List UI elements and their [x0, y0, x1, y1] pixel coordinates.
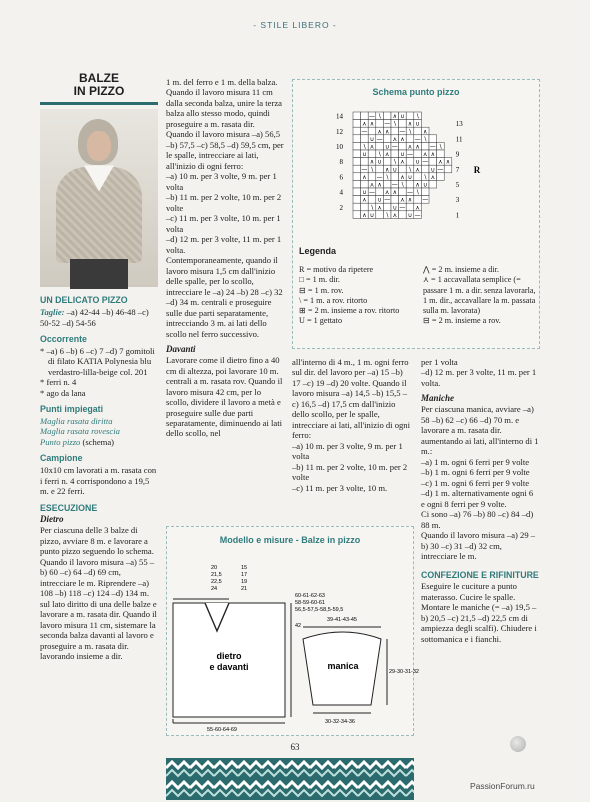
- chart-symbol: ∖: [385, 173, 390, 181]
- occorrente-item: ferri n. 4: [46, 377, 77, 388]
- chart-cell: [421, 142, 429, 150]
- measure: 17: [241, 572, 248, 578]
- chart-cell: [399, 142, 407, 150]
- measure: 20: [211, 565, 218, 571]
- chart-cell: [406, 180, 414, 188]
- list-item: –a) 10 m. per 3 volte, 9 m. per 1 volta: [292, 440, 403, 462]
- row-number: 2: [339, 203, 343, 212]
- list-item: –d) 1 m. alternativamente ogni 6 e ogni 8 ferri per 9 volte.: [421, 488, 534, 509]
- body-label-1: dietro: [216, 651, 242, 661]
- punti-label: Punti impiegati: [40, 404, 104, 415]
- chart-cell: [353, 142, 361, 150]
- model-photo: [40, 109, 158, 287]
- chart-symbol: ∖: [392, 158, 397, 166]
- legend-item: ⊟ = 1 m. rov.: [299, 285, 344, 295]
- chart-symbol: ⋏: [384, 151, 390, 159]
- chart-symbol: ∪: [422, 181, 428, 189]
- chart-cell: [353, 180, 361, 188]
- occorrente-label: Occorrente: [40, 334, 87, 345]
- title-line-1: BALZE: [79, 71, 119, 85]
- column-4: [421, 357, 539, 644]
- chart-cell: [361, 203, 369, 211]
- chart-cell: [353, 158, 361, 166]
- list-item: –c) 1 m. ogni 6 ferri per 9 volte: [421, 477, 530, 488]
- occorrente-item: ago da lana: [46, 387, 86, 398]
- chart-symbol: ⋏: [369, 143, 375, 151]
- chart-symbol: ∖: [423, 173, 428, 181]
- chart-symbol: ∪: [369, 135, 375, 143]
- legend-item: □ = 1 m. dir.: [299, 275, 340, 285]
- row-number: 6: [339, 173, 343, 182]
- watermark: PassionForum.ru: [470, 781, 535, 791]
- chart-cell: [353, 127, 361, 135]
- chart-symbol: ∧: [369, 158, 375, 166]
- list-item: –a) 10 m. per 3 volte, 9 m. per 1 volta: [166, 171, 277, 192]
- measure: 29-30-31-32: [389, 669, 419, 675]
- row-number: 9: [455, 150, 460, 159]
- chart-cell: [353, 135, 361, 143]
- body-text: –d) 12 m. per 3 volte, 11 m. per 1 volta.: [421, 367, 537, 388]
- row-number: 5: [455, 181, 460, 189]
- chart-cell: [376, 120, 384, 128]
- chart-symbol: ∧: [400, 135, 405, 143]
- punto-item: Maglia rasata rovescia: [40, 426, 120, 437]
- chart-cell: [406, 135, 414, 143]
- chart-symbol: ∪: [384, 143, 390, 151]
- chart-symbol: ∪: [400, 113, 405, 121]
- chart-symbol: ∖: [408, 128, 412, 136]
- list-item: * ferri n. 4: [40, 377, 77, 388]
- list-item: –a) 1 m. ogni 6 ferri per 9 volte: [421, 456, 530, 467]
- chart-symbol: ⋏: [377, 204, 382, 212]
- chart-cell: [353, 165, 361, 173]
- chart-symbol: —: [407, 189, 413, 197]
- chart-symbol: ∖: [400, 181, 405, 189]
- chart-cell: [437, 150, 445, 158]
- list-item: –b) 11 m. per 2 volte, 10 m. per 2 volte: [292, 461, 408, 483]
- chart-cell: [406, 112, 414, 120]
- chart-cell: [421, 188, 429, 196]
- chart-cell: [383, 203, 391, 211]
- chart-cell: [361, 158, 369, 166]
- punto-note: (schema): [80, 436, 115, 447]
- chart-cell: [391, 196, 399, 204]
- campione-text: 10x10 cm lavorati a m. rasata con i ferri n. 4 corrispondono a 19,5 m. e 22 ferri.: [40, 465, 157, 497]
- row-number: 1: [455, 211, 460, 220]
- chart-symbol: ⋏: [392, 135, 398, 143]
- punto-item-schema: [40, 437, 158, 447]
- chart-cell: [444, 165, 452, 173]
- row-number: 3: [455, 196, 460, 205]
- chart-symbol: —: [369, 189, 375, 197]
- chart-cell: [353, 203, 361, 211]
- chart-symbol: ⋏: [415, 204, 420, 212]
- chart-symbol: —: [376, 173, 383, 181]
- measure: 15: [241, 565, 248, 571]
- chart-cell: [399, 211, 407, 219]
- row-number: 10: [336, 143, 343, 151]
- list-item: –b) 1 m. ogni 6 ferri per 9 volte: [421, 467, 530, 478]
- punto-item: Maglia rasata diritta: [40, 415, 113, 426]
- list-item: –b) 11 m. per 2 volte, 10 m. per 2 volte: [166, 192, 282, 213]
- chart-symbol: ∖: [415, 113, 420, 121]
- chart-symbol: —: [391, 181, 398, 189]
- chart-symbol: —: [384, 120, 391, 128]
- body-text: Lavorare come il dietro fino a 40 cm di altezza, poi lavorare 10 m. centrali a m. rasata rov. Quando il lavoro misura 42 cm, per lo scollo, dividere il lavoro a metà e proseguire sulle due parti separatamente, diminuendo ai lati dello scollo, nel: [166, 355, 283, 439]
- chart-symbol: —: [369, 113, 375, 121]
- chart-symbol: —: [414, 135, 421, 143]
- list-item: * ago da lana: [40, 387, 86, 398]
- chart-cell: [368, 196, 376, 204]
- row-number: 12: [336, 127, 343, 136]
- body-text: Quando il lavoro misura –a) 56,5 –b) 57,5 –c) 58,5 –d) 59,5 cm, per le spalle, intrecciare ai lati, all'inizio di ogni ferro:: [166, 129, 284, 171]
- measure: 30-32-34-36: [325, 719, 355, 725]
- chart-symbol: ∪: [377, 196, 382, 204]
- chart-symbol: ⋏: [407, 143, 413, 151]
- chart-symbol: ∪: [415, 158, 420, 166]
- chart-symbol: —: [361, 128, 368, 136]
- chart-symbol: ∪: [430, 166, 436, 174]
- chart-symbol: ∪: [392, 166, 398, 174]
- chart-cell: [353, 120, 361, 128]
- chart-symbol: ⋏: [384, 189, 390, 197]
- chart-symbol: ∖: [438, 143, 443, 151]
- davanti-label: Davanti: [166, 344, 196, 355]
- legend-item: \ = 1 m. a rov. ritorto: [299, 295, 368, 305]
- chart-symbol: ∧: [369, 120, 375, 128]
- repeat-label: R: [473, 164, 481, 175]
- chart-symbol: ∖: [370, 166, 374, 174]
- chart-symbol: ⋏: [362, 120, 367, 128]
- chart-cell: [391, 150, 399, 158]
- chart-symbol: —: [361, 166, 368, 174]
- maniche-label: Maniche: [421, 393, 455, 404]
- chart-symbol: —: [376, 135, 383, 143]
- chart-symbol: ∖: [377, 113, 382, 121]
- chart-symbol: ∖: [392, 120, 397, 128]
- list-item: –c) 11 m. per 3 volte, 10 m.: [292, 482, 388, 493]
- chart-symbol: ∧: [430, 151, 436, 159]
- chart-cell: [437, 173, 445, 181]
- body-text: Quando il lavoro misura –a) 29 –b) 30 –c) 31 –d) 32 cm, intrecciare le m.: [421, 530, 536, 562]
- legend-item: ⋀ = 2 m. insieme a dir.: [423, 265, 499, 274]
- body-text: Ci sono –a) 76 –b) 80 –c) 84 –d) 88 m.: [421, 509, 534, 530]
- chart-symbol: ⋏: [400, 158, 405, 166]
- chart-symbol: ∖: [377, 151, 382, 159]
- chart-cell: [376, 188, 384, 196]
- chart-symbol: ⋏: [377, 128, 382, 136]
- dietro-label: Dietro: [40, 514, 64, 525]
- chart-cell: [383, 135, 391, 143]
- chart-cell: [414, 127, 422, 135]
- chart-symbol: ⋏: [415, 166, 420, 174]
- model-title: Modello e misure - Balze in pizzo: [219, 535, 361, 545]
- chart-cell: [414, 173, 422, 181]
- chart-cell: [376, 211, 384, 219]
- esecuzione-label: ESECUZIONE: [40, 502, 98, 513]
- chart-symbol: —: [437, 166, 444, 174]
- chart-cell: [429, 135, 437, 143]
- stitch-chart-box: [292, 79, 540, 349]
- chart-symbol: ∪: [362, 151, 367, 159]
- chart-symbol: ∧: [384, 128, 390, 136]
- chart-symbol: ∧: [415, 143, 420, 151]
- chart-cell: [353, 188, 361, 196]
- legend-title: Legenda: [299, 246, 337, 256]
- body-label-2: e davanti: [209, 662, 249, 672]
- confezione-label: CONFEZIONE E RIFINITURE: [421, 569, 539, 580]
- legend-item: R = motivo da ripetere: [299, 265, 374, 274]
- chart-symbol: ∪: [415, 120, 420, 128]
- chart-cell: [406, 158, 414, 166]
- chart-cell: [353, 173, 361, 181]
- chart-symbol: —: [384, 196, 391, 204]
- measure: 19: [241, 579, 248, 585]
- chart-symbol: ⋏: [422, 151, 428, 159]
- chart-symbol: ∪: [400, 151, 405, 159]
- chart-title: Schema punto pizzo: [372, 87, 460, 97]
- row-number: 7: [455, 165, 460, 174]
- chart-symbol: —: [414, 211, 421, 219]
- chart-cell: [361, 135, 369, 143]
- chart-cell: [353, 196, 361, 204]
- chart-symbol: ∪: [362, 189, 367, 197]
- taglie-value: –a) 42-44 –b) 46-48 –c) 50-52 –d) 54-56: [40, 307, 149, 328]
- taglie-label: Taglie:: [40, 307, 65, 318]
- measure: 21,5: [211, 572, 222, 578]
- legend-item: ⋏ = 1 accavallata semplice (= passare 1 m. a dir. senza lavorarla, 1 m. dir., accavallare la m. passata sulla m. lavorata): [423, 275, 536, 315]
- knit-pattern-graphic: [166, 758, 414, 800]
- chart-cell: [414, 150, 422, 158]
- chart-symbol: —: [399, 204, 406, 212]
- row-number: 8: [339, 158, 343, 167]
- chart-symbol: ∪: [377, 158, 382, 166]
- body-text: Contemporaneamente, quando il lavoro misura 1,5 cm dall'inizio delle spalle, per lo scollo, intrecciare le –a) 24 –b) 28 –c) 32 –d) 34 m. centrali e proseguire sulle due parti separatamente, intrecciando 3 m. ai lati dello scollo nel ferro successivo.: [166, 255, 283, 339]
- chart-grid: [353, 112, 452, 219]
- chart-symbol: ∧: [362, 211, 367, 219]
- measure: 39-41-43-45: [327, 617, 357, 623]
- legend-right: [423, 265, 538, 327]
- chart-cell: [376, 142, 384, 150]
- legend-item: ⊞ = 2 m. insieme a rov. ritorto: [299, 306, 400, 315]
- chart-symbol: ⋏: [362, 196, 367, 204]
- body-text: 1 m. del ferro e 1 m. della balza. Quando il lavoro misura 11 cm dalla seconda balza, unire la terza balza allo stesso modo, quindi proseguire a m. rasata dir.: [166, 77, 282, 129]
- chart-cell: [353, 150, 361, 158]
- chart-cell: [399, 165, 407, 173]
- chart-symbol: —: [399, 128, 406, 136]
- title-line-2: IN PIZZO: [73, 84, 125, 99]
- measure: 42: [295, 623, 302, 629]
- chart-cell: [406, 203, 414, 211]
- chart-cell: [414, 196, 422, 204]
- chart-cell: [421, 165, 429, 173]
- chart-cell: [368, 127, 376, 135]
- chart-cell: [383, 112, 391, 120]
- chart-symbol: ⋏: [392, 211, 398, 219]
- row-number: 14: [336, 112, 343, 121]
- chart-symbol: ∖: [408, 166, 412, 174]
- chart-cell: [368, 150, 376, 158]
- measure: 58-59-60-61: [295, 600, 325, 606]
- chart-cell: [391, 127, 399, 135]
- body-text: Per ciascuna manica, avviare –a) 58 –b) 62 –c) 66 –d) 70 m. e lavorare a m. rasata dir. aumentando ai lati, all'interno di 1 m.:: [421, 404, 539, 457]
- punto-item: Punto pizzo: [40, 436, 81, 447]
- subtitle: UN DELICATO PIZZO: [40, 295, 128, 306]
- chart-symbol: ∪: [407, 173, 413, 181]
- measure: 55-60-64-69: [207, 727, 237, 733]
- row-number: 11: [455, 135, 463, 144]
- chart-cell: [383, 180, 391, 188]
- sleeve-label: manica: [327, 661, 359, 671]
- list-item: –c) 11 m. per 3 volte, 10 m. per 1 volta: [166, 213, 281, 234]
- chart-symbol: —: [422, 196, 429, 204]
- legend-item: U = 1 gettato: [299, 316, 343, 326]
- chart-symbol: —: [422, 158, 429, 166]
- body-text: per 1 volta: [421, 357, 458, 367]
- measure: 21: [241, 586, 248, 592]
- chart-cell: [353, 112, 361, 120]
- chart-cell: [399, 120, 407, 128]
- chart-symbol: ∧: [362, 173, 367, 181]
- column-2: [166, 77, 284, 439]
- chart-symbol: ∖: [415, 189, 420, 197]
- measure: 56,5-57,5-58,5-59,5: [295, 607, 344, 613]
- chart-symbol: ⋏: [369, 181, 375, 189]
- chart-cell: [361, 180, 369, 188]
- chart-cell: [399, 188, 407, 196]
- chart-symbol: ∧: [392, 113, 398, 121]
- chart-cell: [429, 180, 437, 188]
- chart-symbol: ∧: [400, 173, 405, 181]
- dietro-text: Per ciascuna delle 3 balze di pizzo, avviare 8 m. e lavorare a punto pizzo seguendo lo schema. Quando il lavoro misura –a) 55 –b) 60 –c) 64 –d) 69 cm, intrecciare le m. Riprendere –a) 108 –b) 118 –c) 124 –d) 134 m. sul lato diritto di una delle balze e lavorare a m. rasata dir. Quando il lavoro misura 11 cm, sistemare la seconda balza davanti al lavoro e proseguire a m. rasata dir. lavorando insieme a dir.: [40, 525, 157, 662]
- campione-label: Campione: [40, 453, 83, 464]
- chart-symbol: ∧: [392, 189, 398, 197]
- occorrente-item: –a) 6 –b) 6 –c) 7 –d) 7 gomitoli di filato KATIA Polynesia blu verdastro-lilla-beige col. 201: [46, 345, 155, 377]
- chart-cell: [368, 173, 376, 181]
- chart-symbol: ⋏: [430, 173, 436, 181]
- measure: 22,5: [211, 579, 222, 585]
- row-number: 4: [339, 188, 343, 197]
- row-number: 13: [455, 120, 463, 129]
- chart-symbol: —: [429, 143, 436, 151]
- chart-cell: [361, 112, 369, 120]
- taglie: [40, 307, 158, 328]
- chart-symbol: —: [391, 143, 398, 151]
- column-1: [40, 72, 158, 662]
- chart-symbol: ∧: [422, 128, 428, 136]
- body-text: all'interno di 4 m., 1 m. ogni ferro sul dir. del lavoro per –a) 15 –b) 17 –c) 19 –d) 20 volte. Quando il lavoro misura –a) 14,5 –b) 15,5 –c) 16,5 –d) 17,5 cm dall'inizio dello scollo, per le spalle, intrecciare ai lati, all'inizio di ogni ferro:: [292, 357, 410, 441]
- chart-symbol: ∪: [392, 204, 398, 212]
- running-header: - STILE LIBERO -: [253, 20, 337, 30]
- list-item: * –a) 6 –b) 6 –c) 7 –d) 7 gomitoli di filato KATIA Polynesia blu verdastro-lilla-beige col. 201: [40, 345, 155, 377]
- legend-left: [299, 265, 417, 327]
- chart-symbol: ∖: [385, 211, 390, 219]
- legend-item: ⊟ = 2 m. insieme a rov.: [423, 316, 501, 326]
- chart-symbol: ∧: [415, 181, 420, 189]
- chart-symbol: ∖: [362, 143, 367, 151]
- chart-cell: [383, 158, 391, 166]
- chart-symbol: ∧: [445, 158, 451, 166]
- chart-symbol: ∧: [384, 166, 390, 174]
- chart-symbol: ∖: [370, 204, 374, 212]
- chart-symbol: ∧: [407, 120, 413, 128]
- chart-symbol: ∧: [407, 196, 413, 204]
- article-title: [40, 72, 158, 105]
- chart-symbol: ∪: [369, 211, 375, 219]
- column-3: [292, 357, 410, 493]
- chart-cell: [429, 158, 437, 166]
- chart-symbol: —: [407, 151, 413, 159]
- chart-symbol: ⋏: [400, 196, 405, 204]
- stitch-chart: [293, 104, 539, 244]
- chart-cell: [376, 165, 384, 173]
- knit-pattern-band: [166, 758, 414, 800]
- list-item: –d) 12 m. per 3 volte, 11 m. per 1 volta.: [166, 234, 282, 255]
- chart-cell: [391, 173, 399, 181]
- chart-symbol: ∖: [423, 135, 428, 143]
- model-diagram: [167, 547, 419, 733]
- page-number: 63: [290, 742, 300, 752]
- chart-symbol: ∪: [407, 211, 413, 219]
- chart-symbol: ⋏: [438, 158, 443, 166]
- measure: 60-61-62-63: [295, 593, 325, 599]
- chart-symbol: ∧: [377, 181, 382, 189]
- measure: 24: [211, 586, 218, 592]
- chart-cell: [353, 211, 361, 219]
- model-diagram-box: [166, 526, 419, 736]
- confezione-text: Eseguire le cuciture a punto materasso. Cucire le spalle. Montare le maniche (= –a) 19,5 –b) 20,5 –c) 21,5 –d) 22,5 cm di ampiezza degli scalfi). Chiudere i sottomanica e i fianchi.: [421, 581, 537, 644]
